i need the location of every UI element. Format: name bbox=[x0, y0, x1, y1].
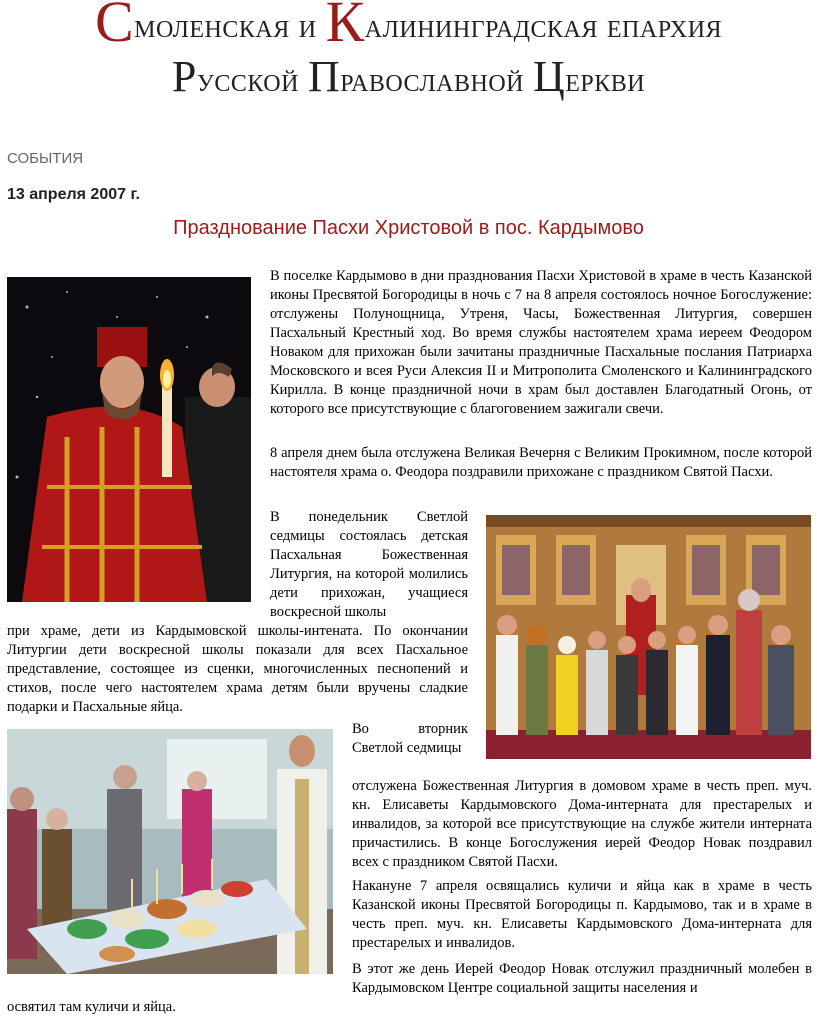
article-date: 13 апреля 2007 г. bbox=[7, 186, 140, 203]
header-title-line-1: Смоленская и Калининградская епархия bbox=[94, 0, 723, 54]
article-paragraph-3-start: В понедельник Светлой седмицы состоялась детская Пасхальная Божественная Литургия, на которой молились дети прихожан, учащиеся воскресной школы bbox=[270, 509, 468, 620]
article-paragraph-4-end: отслужена Божественная Литургия в домовом храме в честь преп. муч. кн. Елисаветы Кардымовского Дома-интерната для престарелых и инвалидов, за которой все присутствующие на службе жители интерната причастились. В конце Богослужения иерей Феодор Новак поздравил всех с праздником Святой Пасхи. bbox=[352, 778, 812, 870]
section-label[interactable]: СОБЫТИЯ bbox=[7, 150, 84, 167]
header-title-line-2: Русской Православной Церкви bbox=[171, 52, 646, 101]
article-paragraph-6-start: В этот же день Иерей Феодор Новак отслужил праздничный молебен в Кардымовском Центре социальной защиты населения и bbox=[352, 961, 812, 996]
article-paragraph-2: 8 апреля днем была отслужена Великая Вечерня с Великим Прокимном, после которой настоятеля храма о. Феодора поздравили прихожане с праздником Святой Пасхи. bbox=[270, 445, 812, 480]
site-header bbox=[0, 0, 817, 118]
article-title: Празднование Пасхи Христовой в пос. Кардымово bbox=[173, 217, 644, 239]
article-paragraph-5: Накануне 7 апреля освящались куличи и яйца как в храме в честь Казанской иконы Пресвятой Богородицы п. Кардымово, так и в храме в честь преп. муч. кн. Елисаветы Кардымовского Дома-интерната для престарелых и инвалидов. bbox=[352, 878, 812, 951]
photo-priest-with-candle bbox=[7, 277, 251, 602]
photo-blessing-easter-cakes bbox=[7, 729, 333, 974]
photo-children-in-church bbox=[486, 515, 811, 759]
article-paragraph-4-start: Во вторник Светлой седмицы bbox=[352, 721, 468, 756]
article-paragraph-3-end: при храме, дети из Кардымовской школы-интената. По окончании Литургии дети воскресной школы показали для всех Пасхальное представление, состоящее из сценки, многочисленных песнопений и стихов, после чего настоятелем храма детям были вручены сладкие подарки и Пасхальные яйца. bbox=[7, 623, 468, 715]
article-paragraph-1: В поселке Кардымово в дни празднования Пасхи Христовой в храме в честь Казанской иконы Пресвятой Богородицы в ночь с 7 на 8 апреля состоялось ночное Богослужение: отслужены Полунощница, Утреня, Часы, Божественная Литургия, совершен Пасхальный Крестный ход. Во время службы настоятелем храма иереем Феодором Новаком для прихожан были зачитаны праздничные Пасхальные послания Патриарха Московского и всея Руси Алексия II и Митрополита Смоленского и Калининградского Кирилла. В конце праздничной ночи в храм был доставлен Благодатный Огонь, от которого все присутствующие с благоговением зажигали свечи. bbox=[270, 268, 812, 417]
article-paragraph-6-end: освятил там куличи и яйца. bbox=[7, 999, 176, 1015]
